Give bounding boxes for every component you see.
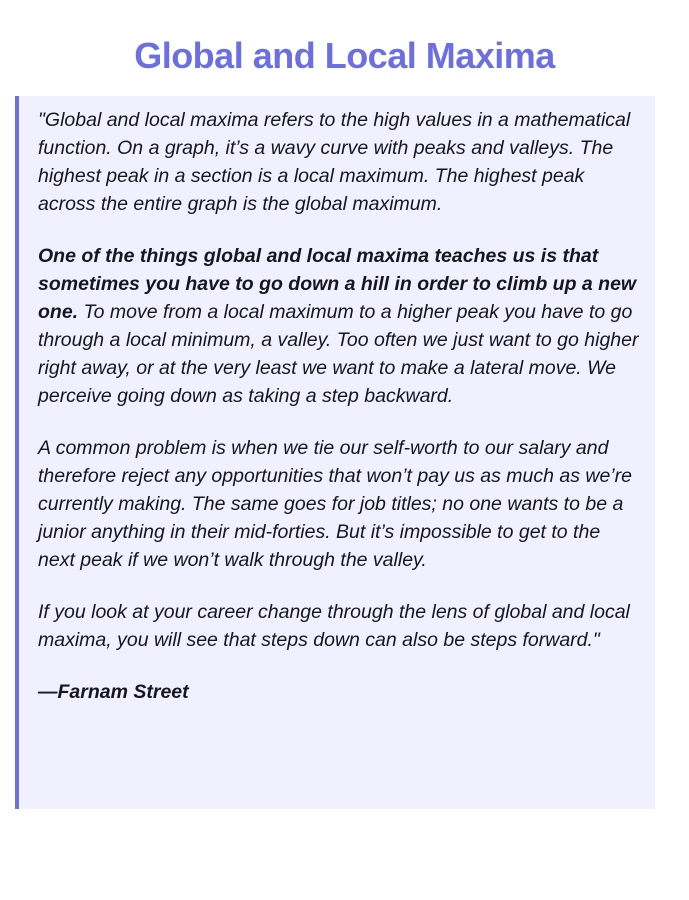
quote-attribution: —Farnam Street	[38, 681, 189, 703]
quote-emphasis: One of the things global and local maxima teaches us is that sometimes you have to go down a hill in order to climb up a new one.	[38, 245, 637, 323]
quote-paragraph-1: "Global and local maxima refers to the high values in a mathematical function. On a graph, it’s a wavy curve with peaks and valleys. The highest peak in a section is a local maximum. The highest peak across the entire graph is the global maximum.	[38, 109, 631, 215]
quote-paragraph-2	[38, 242, 639, 410]
quote-paragraph-2-text: To move from a local maximum to a higher peak you have to go through a local minimum, a valley. Too often we just want to go higher right away, or at the very least we want to make a lateral move. We perceive going down as taking a step backward.	[38, 301, 639, 407]
quote-paragraph-3: A common problem is when we tie our self-worth to our salary and therefore reject any opportunities that won’t pay us as much as we’re currently making. The same goes for job titles; no one wants to be a junior anything in their mid-forties. But it’s impossible to get to the next peak if we won’t walk through the valley.	[38, 437, 632, 571]
quote-paragraph-4: If you look at your career change through the lens of global and local maxima, you will see that steps down can also be steps forward."	[38, 601, 630, 651]
blockquote	[15, 96, 655, 809]
page-title: Global and Local Maxima	[134, 35, 555, 76]
